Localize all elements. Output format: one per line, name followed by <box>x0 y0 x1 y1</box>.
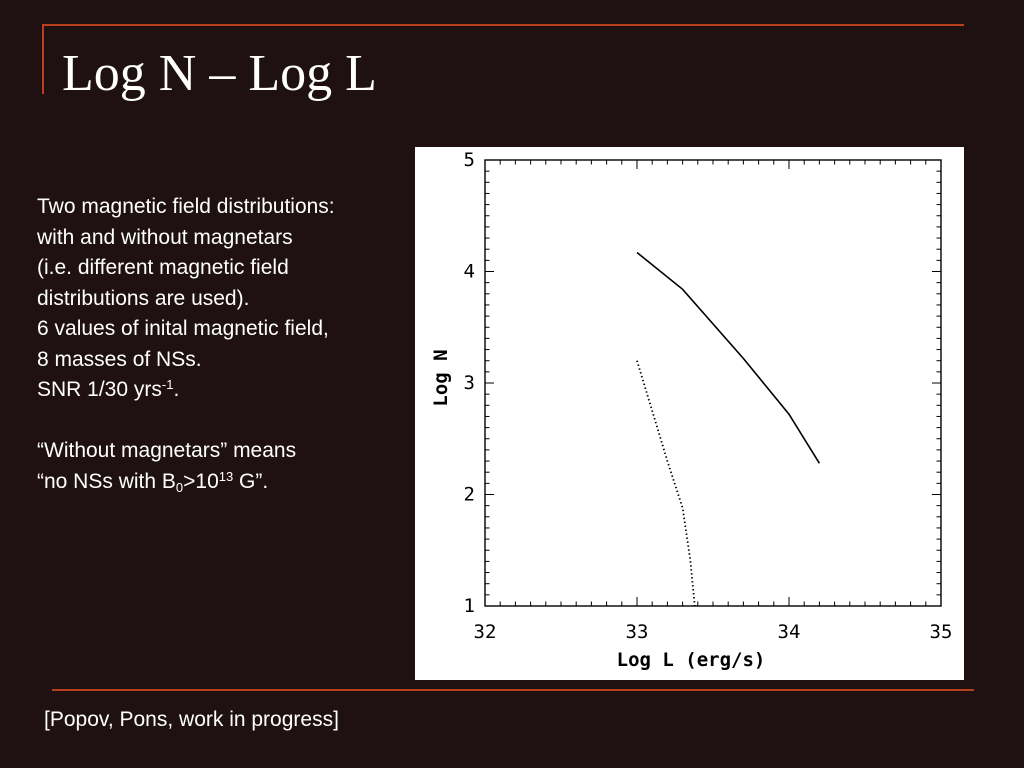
paragraph-gap <box>37 406 409 437</box>
slide-title: Log N – Log L <box>62 45 377 102</box>
x-tick-label: 34 <box>777 621 801 643</box>
snr-exponent: -1 <box>161 377 174 392</box>
body-line: 6 values of inital magnetic field, <box>37 317 329 340</box>
series-solid-line <box>637 253 819 464</box>
y-tick-label: 4 <box>463 260 475 283</box>
y-tick-label: 5 <box>463 149 475 171</box>
x-tick-label: 35 <box>929 621 953 643</box>
snr-period: . <box>173 378 180 401</box>
source-citation: [Popov, Pons, work in progress] <box>44 708 339 731</box>
x-tick-label: 33 <box>625 621 649 643</box>
series-dotted-line <box>637 361 695 606</box>
log-n-log-l-chart <box>415 147 964 680</box>
title-rule-left <box>42 24 44 94</box>
exponent-13: 13 <box>218 468 234 484</box>
x-axis-label: Log L (erg/s) <box>616 649 766 671</box>
b0-subscript: 0 <box>175 479 184 495</box>
body-line: (i.e. different magnetic field <box>37 256 289 279</box>
title-rule <box>42 24 964 26</box>
snr-line <box>37 375 409 406</box>
body-line: with and without magnetars <box>37 225 293 249</box>
definition-text-a: “no NSs with B <box>37 469 176 493</box>
snr-text: SNR 1/30 yrs <box>37 378 162 401</box>
y-axis-label: Log N <box>430 349 452 407</box>
body-line: Two magnetic field distributions: <box>37 195 335 218</box>
plot-frame <box>485 160 941 606</box>
y-tick-label: 2 <box>463 483 475 506</box>
slide-body <box>37 192 409 497</box>
body-line: 8 masses of NSs. <box>37 347 202 371</box>
body-line: distributions are used). <box>37 286 250 310</box>
chart-panel <box>415 147 964 680</box>
magnetar-definition-line <box>37 467 409 498</box>
definition-text-c: G”. <box>233 469 269 493</box>
x-tick-label: 32 <box>473 621 497 643</box>
definition-text-b: >10 <box>183 469 219 493</box>
body-line: “Without magnetars” means <box>37 439 297 462</box>
y-tick-label: 3 <box>463 372 475 394</box>
y-tick-label: 1 <box>463 595 475 617</box>
footer-rule <box>52 689 974 691</box>
